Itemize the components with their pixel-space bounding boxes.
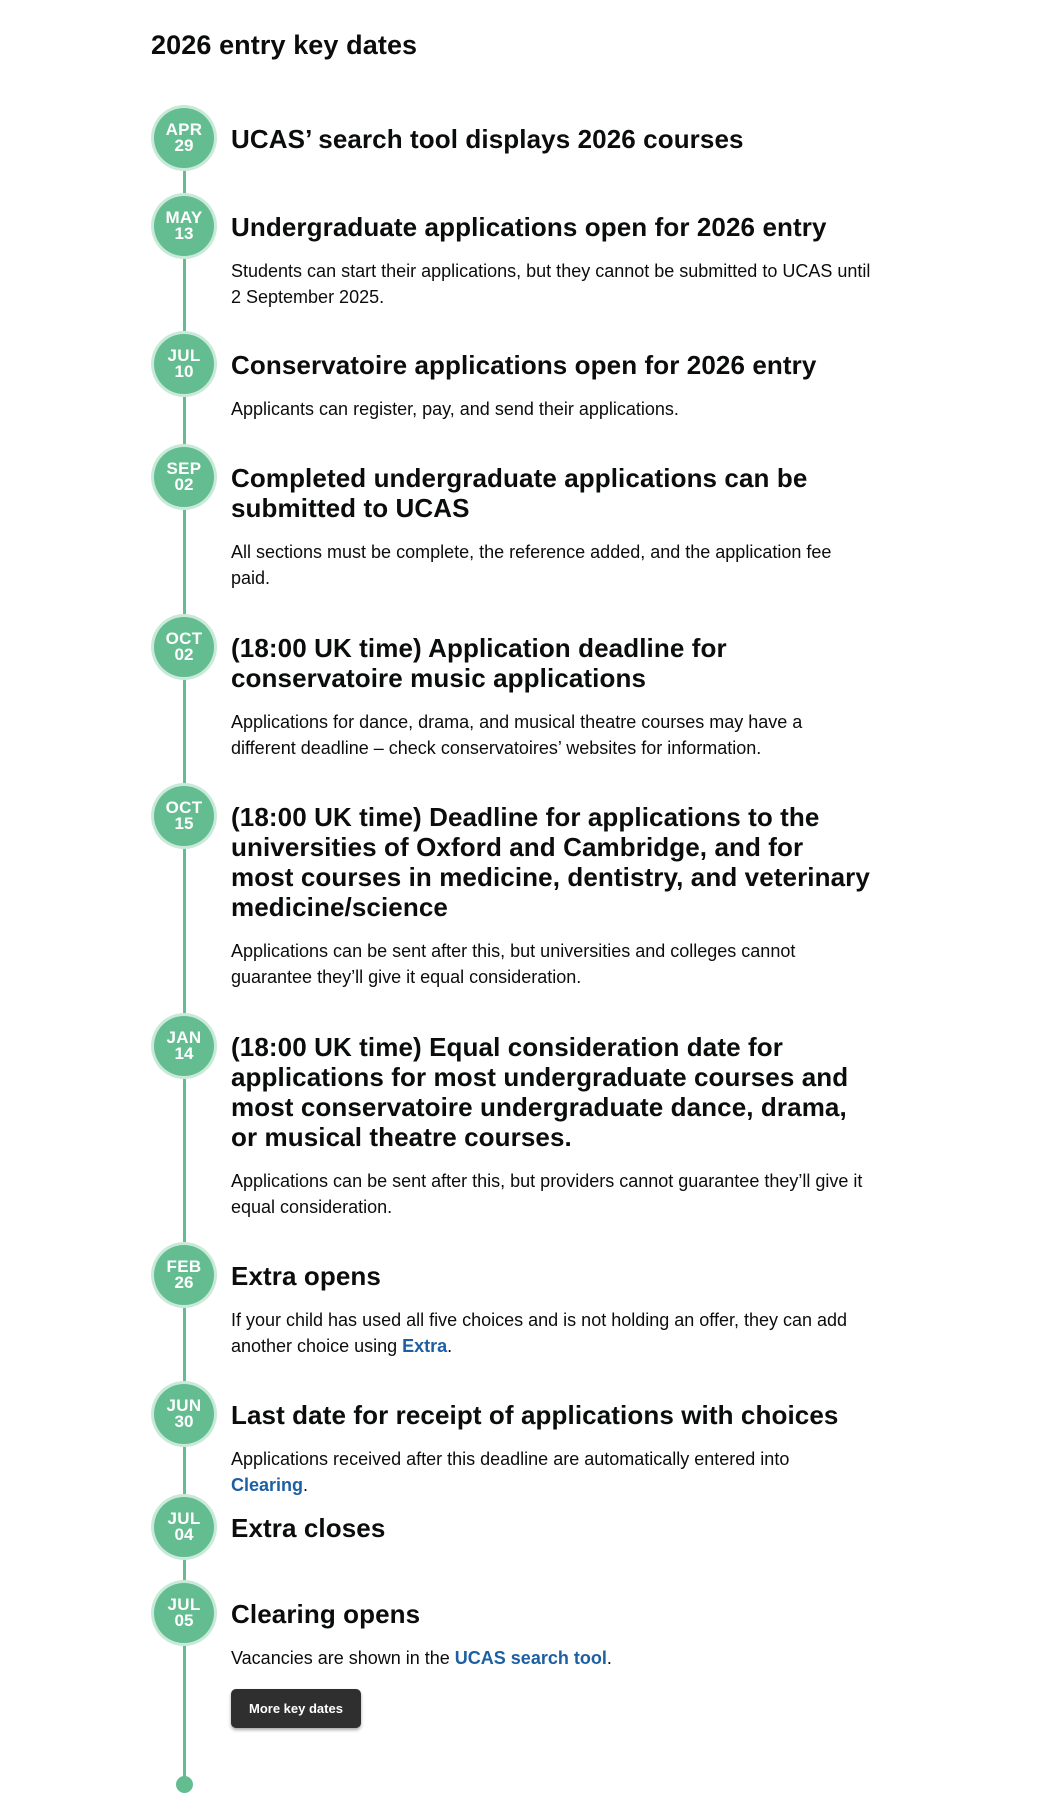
- date-day: 29: [174, 136, 194, 155]
- date-day: 04: [174, 1525, 194, 1544]
- date-badge: [154, 334, 214, 394]
- more-key-dates-button[interactable]: More key dates: [231, 1689, 361, 1728]
- entry-text: Applicants can register, pay, and send their applications.: [231, 399, 679, 419]
- date-badge: [154, 1497, 214, 1557]
- date-month: MAY: [165, 208, 203, 227]
- timeline-end-dot: [176, 1776, 193, 1793]
- date-month: JUL: [167, 1595, 201, 1614]
- entry-body: [231, 108, 871, 154]
- entry-body: [231, 786, 871, 990]
- date-day: 14: [174, 1044, 194, 1063]
- date-day: 30: [174, 1412, 194, 1431]
- entry-text: Applications can be sent after this, but providers cannot guarantee they’ll give it equal consideration.: [231, 1171, 863, 1217]
- entry-text-after: .: [303, 1475, 309, 1495]
- entry-text-after: .: [447, 1336, 453, 1356]
- date-day: 26: [174, 1273, 194, 1292]
- date-month: JUN: [166, 1396, 202, 1415]
- entry-body: [231, 1384, 871, 1498]
- entry-text-before: Vacancies are shown in the: [231, 1648, 455, 1668]
- date-badge: [154, 617, 214, 677]
- date-day: 13: [174, 224, 194, 243]
- date-day: 05: [174, 1611, 194, 1630]
- ucas-search-tool-link[interactable]: UCAS search tool: [454, 1648, 607, 1668]
- date-badge: [154, 1016, 214, 1076]
- date-month: OCT: [165, 798, 203, 817]
- entry-heading: UCAS’ search tool displays 2026 courses: [231, 124, 744, 154]
- entry-heading: Clearing opens: [231, 1599, 421, 1629]
- entry-text: Students can start their applications, but they cannot be submitted to UCAS until 2 September 2025.: [231, 261, 871, 307]
- date-day: 02: [174, 645, 194, 664]
- entry-heading: Undergraduate applications open for 2026 entry: [231, 212, 827, 242]
- entry-heading: Extra opens: [231, 1261, 381, 1291]
- entry-body: [231, 447, 871, 591]
- date-month: FEB: [166, 1257, 202, 1276]
- date-month: JUL: [167, 346, 201, 365]
- entry-text-after: .: [606, 1648, 612, 1668]
- entry-text: [231, 1645, 871, 1671]
- entry-text: [231, 1307, 871, 1359]
- entry-text: All sections must be complete, the reference added, and the application fee paid.: [231, 542, 832, 588]
- entry-body: [231, 334, 871, 422]
- date-month: APR: [165, 120, 203, 139]
- entry-text: [231, 1446, 871, 1498]
- date-badge: [154, 196, 214, 256]
- date-badge: [154, 1583, 214, 1643]
- date-month: SEP: [166, 459, 202, 478]
- date-badge: [154, 1245, 214, 1305]
- clearing-link[interactable]: Clearing: [231, 1475, 304, 1495]
- entry-heading: Last date for receipt of applications with choices: [231, 1400, 839, 1430]
- entry-text: Applications for dance, drama, and musical theatre courses may have a different deadline – check conservatoires’ websites for information.: [231, 712, 803, 758]
- date-day: 02: [174, 475, 194, 494]
- date-badge: [154, 108, 214, 168]
- entry-body: [231, 1583, 871, 1728]
- entry-heading: (18:00 UK time) Deadline for applications to the universities of Oxford and Cambridge, and for most courses in medicine, dentistry, and veterinary medicine/science: [231, 802, 870, 922]
- date-badge: [154, 447, 214, 507]
- entry-body: [231, 617, 871, 761]
- date-day: 10: [174, 362, 194, 381]
- entry-text-before: If your child has used all five choices and is not holding an offer, they can add another choice using: [231, 1310, 848, 1356]
- date-badge: [154, 786, 214, 846]
- entry-heading: Completed undergraduate applications can be submitted to UCAS: [231, 463, 808, 523]
- entry-heading: (18:00 UK time) Application deadline for conservatoire music applications: [231, 633, 727, 693]
- entry-body: [231, 1016, 871, 1220]
- entry-text: Applications can be sent after this, but universities and colleges cannot guarantee they’ll give it equal consideration.: [231, 941, 796, 987]
- entry-heading: Conservatoire applications open for 2026 entry: [231, 350, 817, 380]
- extra-link[interactable]: Extra: [402, 1336, 448, 1356]
- entry-heading: (18:00 UK time) Equal consideration date for applications for most undergraduate courses and most conservatoire undergraduate dance, drama, or musical theatre courses.: [231, 1032, 849, 1152]
- date-badge: [154, 1384, 214, 1444]
- entry-body: [231, 1497, 871, 1543]
- entry-body: [231, 196, 871, 310]
- date-month: JUL: [167, 1509, 201, 1528]
- entry-body: [231, 1245, 871, 1359]
- entry-heading: Extra closes: [231, 1513, 386, 1543]
- entry-text-before: Applications received after this deadline are automatically entered into: [231, 1449, 790, 1469]
- page-title: 2026 entry key dates: [151, 30, 418, 60]
- date-month: OCT: [165, 629, 203, 648]
- date-month: JAN: [166, 1028, 202, 1047]
- date-day: 15: [174, 814, 194, 833]
